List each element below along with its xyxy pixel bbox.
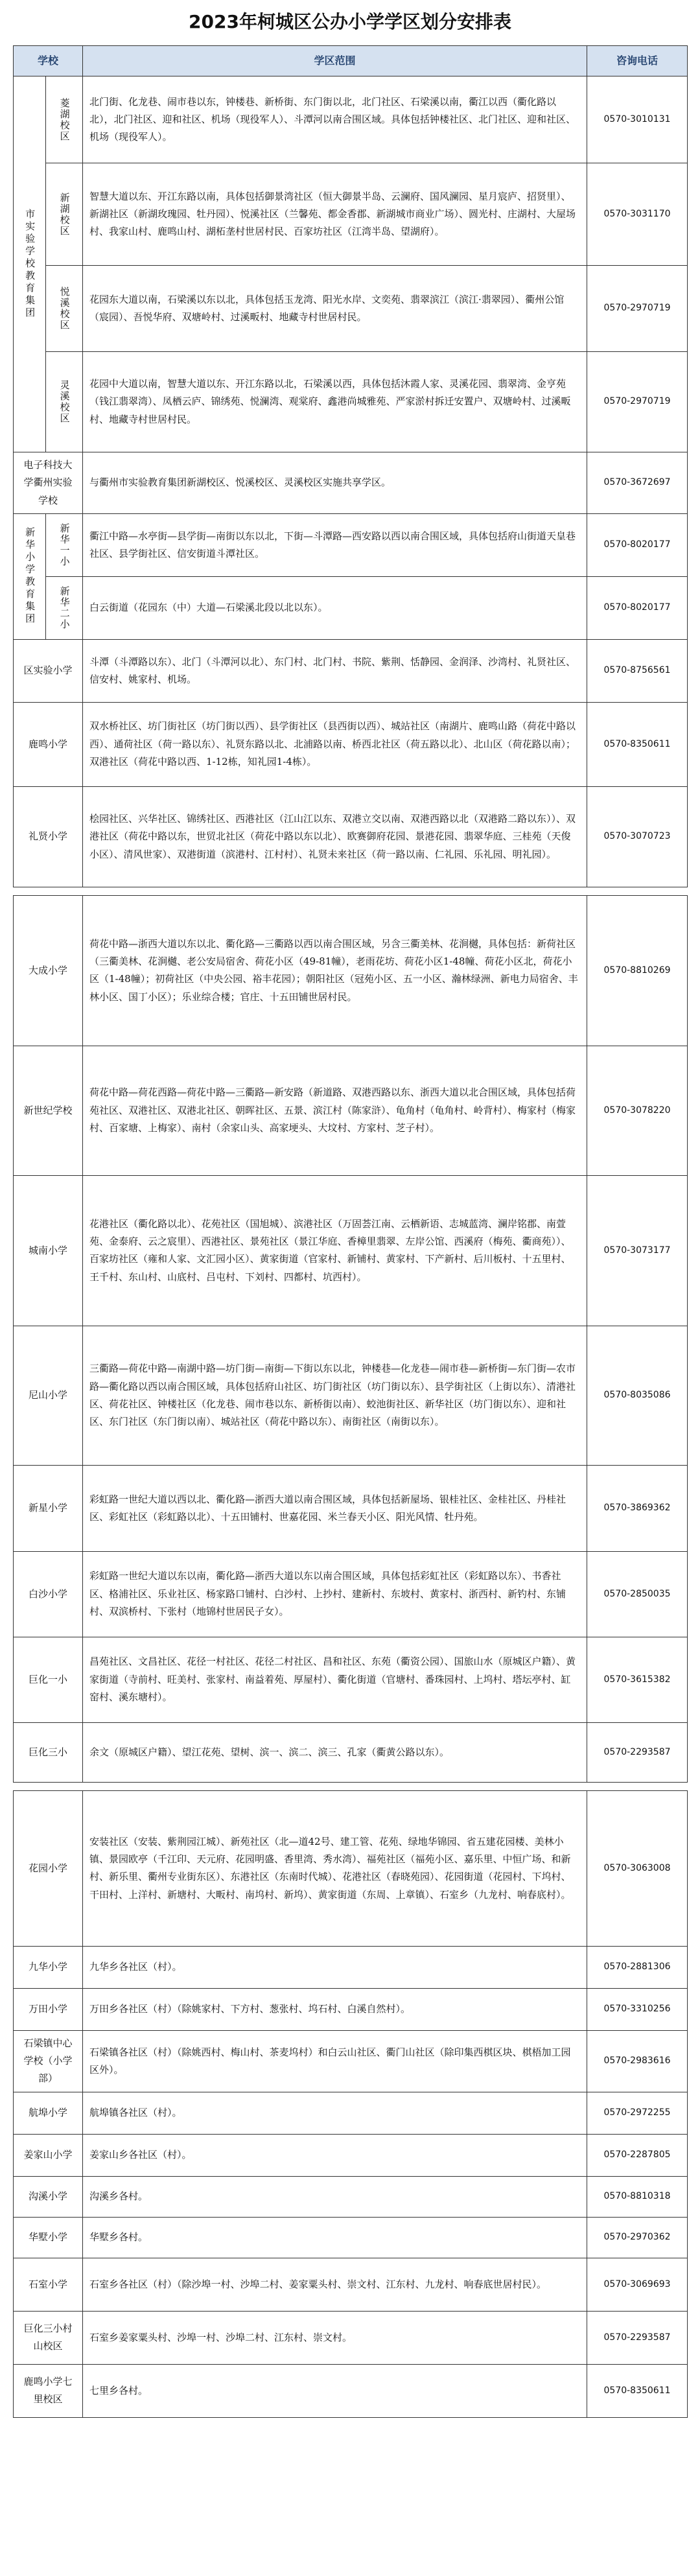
phone-number: 0570-3672697	[587, 452, 688, 514]
school-name: 菱湖校区	[46, 76, 83, 163]
district-area: 与衢州市实验教育集团新湖校区、悦溪校区、灵溪校区实施共享学区。	[83, 452, 587, 514]
district-area: 白云街道（花园东（中）大道—石梁溪北段以北以东）。	[83, 576, 587, 639]
table-row	[14, 1790, 688, 1946]
phone-number: 0570-2850035	[587, 1551, 688, 1637]
district-area: 花港社区（衢化路以北）、花苑社区（国旭城）、滨港社区（万固荟江南、云栖新语、志城蓝湾、澜岸铭郡、南萱苑、金泰府、云之宸里）、西港社区、景苑社区（景江华庭、香樟里翡翠、左岸公馆、西溪府（梅苑、衢商苑））、百家坊社区（雍和人家、文汇园小区）、黄家街道（官家村、新铺村、黄家村、下产新村、后川板村、十五里村、王千村、东山村、山底村、吕屯村、下刘村、四都村、坑西村）。	[83, 1175, 587, 1326]
table-row	[14, 2134, 688, 2176]
school-name: 华墅小学	[14, 2217, 83, 2258]
phone-number: 0570-8810269	[587, 895, 688, 1046]
district-area: 北门街、化龙巷、闹市巷以东，钟楼巷、新桥街、东门街以北，北门社区、石梁溪以南，衢江以西（衢化路以北），北门社区、迎和社区、机场（现役军人）、斗潭河以南合围区域。具体包括钟楼社区、北门社区、迎和社区、机场（现役军人）。	[83, 76, 587, 163]
phone-number: 0570-2972255	[587, 2092, 688, 2134]
table-row	[14, 163, 688, 266]
district-area: 石梁镇各社区（村）（除姚西村、梅山村、茶麦坞村）和白云山社区、衢门山社区（除印集西棋区块、棋梧加工园区外）。	[83, 2030, 587, 2092]
phone-number: 0570-3010131	[587, 76, 688, 163]
district-area: 九华乡各社区（村）。	[83, 1946, 587, 1988]
phone-number: 0570-3031170	[587, 163, 688, 266]
phone-number: 0570-3615382	[587, 1637, 688, 1722]
district-area: 七里乡各村。	[83, 2364, 587, 2417]
school-name: 沟溪小学	[14, 2176, 83, 2217]
table-row	[14, 1175, 688, 1326]
table-row	[14, 1988, 688, 2030]
phone-number: 0570-8350611	[587, 702, 688, 786]
school-name: 新湖校区	[46, 163, 83, 266]
phone-number: 0570-8350611	[587, 2364, 688, 2417]
school-name: 石室小学	[14, 2258, 83, 2311]
table-row	[14, 2176, 688, 2217]
table-row	[14, 2030, 688, 2092]
school-name: 姜家山小学	[14, 2134, 83, 2176]
school-name: 万田小学	[14, 1988, 83, 2030]
school-name: 新世纪学校	[14, 1046, 83, 1175]
school-name: 悦溪校区	[46, 266, 83, 352]
school-name: 新星小学	[14, 1465, 83, 1551]
district-area: 双水桥社区、坊门街社区（坊门街以西）、县学街社区（县西街以西）、城站社区（南湖片、鹿鸣山路（荷花中路以西）、通荷社区（荷一路以东）、礼贤东路以北、北浦路以南、桥西北社区（荷五路以北）、北山区（荷花路以南）；双港社区（荷花中路以西、1-12栋，知礼园1-4栋）。	[83, 702, 587, 786]
school-name: 九华小学	[14, 1946, 83, 1988]
phone-number: 0570-2881306	[587, 1946, 688, 1988]
phone-number: 0570-2983616	[587, 2030, 688, 2092]
school-name: 电子科技大学衢州实验学校	[14, 452, 83, 514]
table-row	[14, 1046, 688, 1175]
district-area: 安装社区（安装、紫荆园江城）、新苑社区（北—道42号、建工管、花苑、绿地华锦园、省五建花园楼、美林小镇、景园欧亭（千江印、天元府、花园明盛、香里湾、秀水湾）、福苑社区（福苑小区、嘉乐里、中恒广场、和新村、新乐里、衢州专业街东区）、东港社区（东南时代城）、花港社区（春晓苑园）、花园街道（花园村、下坞村、干田村、上洋村、新塘村、大畈村、南坞村、新坞）、黄家街道（东周、上章镇）、石室乡（九龙村、响春底村）。	[83, 1790, 587, 1946]
group-name: 市实验学校教育集团	[14, 76, 46, 452]
phone-number: 0570-8756561	[587, 639, 688, 702]
school-name: 尼山小学	[14, 1326, 83, 1465]
school-name: 航埠小学	[14, 2092, 83, 2134]
table-row	[14, 2217, 688, 2258]
table-row	[14, 1326, 688, 1465]
table-row	[14, 1722, 688, 1782]
school-district-table	[13, 45, 688, 2418]
school-name: 巨化一小	[14, 1637, 83, 1722]
district-area: 彩虹路一世纪大道以西以北、衢化路—浙西大道以南合围区域，具体包括新屋场、银桂社区、金桂社区、丹桂社区、彩虹社区（彩虹路以北）、十五田铺村、世嘉花园、米兰春天小区、阳光风情、牡丹苑。	[83, 1465, 587, 1551]
district-area: 花园东大道以南，石梁溪以东以北，具体包括玉龙湾、阳光水岸、文奕苑、翡翠滨江（滨江·翡翠园）、衢州公馆（宸园）、吾悦华府、双塘岭村、过溪畈村、地藏寺村世居村民。	[83, 266, 587, 352]
school-name: 区实验小学	[14, 639, 83, 702]
phone-number: 0570-8020177	[587, 513, 688, 576]
phone-number: 0570-2293587	[587, 2311, 688, 2364]
header-area: 学区范围	[83, 46, 587, 76]
phone-number: 0570-8035086	[587, 1326, 688, 1465]
table-row	[14, 2092, 688, 2134]
district-area: 花园中大道以南，智慧大道以东、开江东路以北，石梁溪以西，具体包括沐霞人家、灵溪花园、翡翠湾、金亨苑（钱江翡翠湾）、凤栖云庐、锦绣苑、悦澜湾、观棠府、鑫港尚城雅苑、严家淤村拆迁安置户、双塘岭村、过溪畈村、地藏寺村世居村民。	[83, 352, 587, 452]
district-area: 桧园社区、兴华社区、锦绣社区、西港社区（江山江以东、双港立交以南、双港西路以北（双港路二路以东））、双港社区（荷花中路以东，世贸北社区（荷花中路以东以北）、欧赛御府花园、景港花园、翡翠华庭、三桂苑（天俊小区）、清风世家）、双港街道（滨港村、江村村）、礼贤未来社区（荷一路以南、仁礼园、乐礼园、明礼园）。	[83, 786, 587, 887]
district-area: 三衢路—荷花中路—南湖中路—坊门街—南街—下街以东以北，钟楼巷—化龙巷—闹市巷—新桥街—东门街—农市路—衢化路以西以南合围区域，具体包括府山社区、坊门街社区（坊门街以东）、县学街社区（上街以东）、清港社区、荷花社区、钟楼社区（化龙巷、闹市巷以东、新桥街以南）、蛟池街社区、新华社区（坊门街以东）、迎和社区、东门社区（东门街以南）、城站社区（荷花中路以东）、南街社区（南街以东）。	[83, 1326, 587, 1465]
page-title: 2023年柯城区公办小学学区划分安排表	[189, 11, 511, 32]
district-area: 华墅乡各村。	[83, 2217, 587, 2258]
phone-number: 0570-2970719	[587, 266, 688, 352]
school-name: 城南小学	[14, 1175, 83, 1326]
district-area: 斗潭（斗潭路以东）、北门（斗潭河以北）、东门村、北门村、书院、紫荆、恬静园、金润泽、沙湾村、礼贤社区、信安村、姚家村、机场。	[83, 639, 587, 702]
district-area: 沟溪乡各村。	[83, 2176, 587, 2217]
district-area: 石室乡各社区（村）（除沙埠一村、沙埠二村、姜家粟头村、崇文村、江东村、九龙村、响春底世居村民）。	[83, 2258, 587, 2311]
school-name: 鹿鸣小学	[14, 702, 83, 786]
school-name: 大成小学	[14, 895, 83, 1046]
phone-number: 0570-3310256	[587, 1988, 688, 2030]
district-area: 姜家山乡各社区（村）。	[83, 2134, 587, 2176]
district-area: 彩虹路一世纪大道以东以南，衢化路—浙西大道以东以南合围区域，具体包括彩虹社区（彩虹路以东）、书香社区、格浦社区、乐业社区、杨家路口铺村、白沙村、上抄村、建新村、东坡村、黄家村、浙西村、新钓村、东铺村、双滨桥村、下张村（地锦村世居民子女）。	[83, 1551, 587, 1637]
table-row	[14, 2258, 688, 2311]
school-name: 鹿鸣小学七里校区	[14, 2364, 83, 2417]
table-header-row	[14, 46, 688, 76]
school-name: 新华一小	[46, 513, 83, 576]
phone-number: 0570-8020177	[587, 576, 688, 639]
section-gap	[14, 1782, 688, 1790]
district-area: 石室乡姜家粟头村、沙埠一村、沙埠二村、江东村、崇文村。	[83, 2311, 587, 2364]
table-row	[14, 2364, 688, 2417]
table-row	[14, 352, 688, 452]
phone-number: 0570-2970362	[587, 2217, 688, 2258]
table-row	[14, 786, 688, 887]
phone-number: 0570-8810318	[587, 2176, 688, 2217]
table-row	[14, 513, 688, 576]
school-name: 巨化三小村山校区	[14, 2311, 83, 2364]
group-name: 新华小学教育集团	[14, 513, 46, 639]
district-area: 智慧大道以东、开江东路以南，具体包括御景湾社区（恒大御景半岛、云澜府、国风澜园、星月宸庐、招贤里）、新湖社区（新湖玫瑰园、牡丹园）、悦溪社区（兰馨苑、都金香郡、新湖城市商业广场）、圆光村、庄湖村、大屋场村、我家山村、鹿鸣山村、湖柘垄村世居村民、百家坊社区（江湾半岛、望湖府）。	[83, 163, 587, 266]
school-name: 新华二小	[46, 576, 83, 639]
table-row	[14, 702, 688, 786]
table-row	[14, 895, 688, 1046]
header-phone: 咨询电话	[587, 46, 688, 76]
section-gap	[14, 887, 688, 895]
district-area: 昌苑社区、文昌社区、花径一村社区、花径二村社区、昌和社区、东苑（衢资公园）、国旅山水（原城区户籍）、黄家街道（寺前村、旺美村、张家村、南益着苑、厚屋村）、衢化街道（官塘村、番珠园村、上坞村、塔坛亭村、缸窑村、溪东塘村）。	[83, 1637, 587, 1722]
table-row	[14, 1551, 688, 1637]
table-row	[14, 1946, 688, 1988]
header-school: 学校	[14, 46, 83, 76]
phone-number: 0570-2970719	[587, 352, 688, 452]
school-name: 巨化三小	[14, 1722, 83, 1782]
table-row	[14, 76, 688, 163]
school-name: 花园小学	[14, 1790, 83, 1946]
district-area: 荷花中路—荷花西路—荷花中路—三衢路—新安路（新道路、双港西路以东、浙西大道以北合围区域，具体包括荷苑社区、双港社区、双港北社区、朝晖社区、五景、滨江村（陈家浒）、龟角村（龟角村、岭背村）、梅家村（梅家村、百家塘、上梅家）、南村（余家山头、高家埂头、大坟村、方家村、芝子村）。	[83, 1046, 587, 1175]
phone-number: 0570-3869362	[587, 1465, 688, 1551]
table-row	[14, 452, 688, 514]
phone-number: 0570-3078220	[587, 1046, 688, 1175]
table-row	[14, 266, 688, 352]
phone-number: 0570-3073177	[587, 1175, 688, 1326]
phone-number: 0570-2287805	[587, 2134, 688, 2176]
phone-number: 0570-3063008	[587, 1790, 688, 1946]
school-name: 礼贤小学	[14, 786, 83, 887]
school-name: 白沙小学	[14, 1551, 83, 1637]
district-area: 衢江中路—水亭街—县学街—南街以东以北，下街—斗潭路—西安路以西以南合围区域，具体包括府山街道天皇巷社区、县学街社区、信安街道斗潭社区。	[83, 513, 587, 576]
phone-number: 0570-2293587	[587, 1722, 688, 1782]
phone-number: 0570-3069693	[587, 2258, 688, 2311]
table-row	[14, 1465, 688, 1551]
table-row	[14, 2311, 688, 2364]
district-area: 荷花中路—浙西大道以东以北、衢化路—三衢路以西以南合围区域，另含三衢美林、花涧樾，具体包括：新荷社区（三衢美林、花涧樾、老公安局宿舍、荷花小区（49-81幢），老雨花坊、荷花小区1-48幢、荷花小区北，荷花小区（1-48幢）；初荷社区（中央公园、裕丰花园）；朝阳社区（冠苑小区、五一小区、瀚林绿洲、新电力局宿舍、丰林小区、国丁小区）；乐业综合楼；官庄、十五田铺世居村民。	[83, 895, 587, 1046]
district-area: 万田乡各社区（村）（除姚家村、下方村、葱张村、坞石村、白溪自然村）。	[83, 1988, 587, 2030]
district-area: 航埠镇各社区（村）。	[83, 2092, 587, 2134]
district-area: 余文（原城区户籍）、望江花苑、望树、滨一、滨二、滨三、孔家（衢黄公路以东）。	[83, 1722, 587, 1782]
table-row	[14, 639, 688, 702]
school-name: 石梁镇中心学校（小学部）	[14, 2030, 83, 2092]
table-row	[14, 1637, 688, 1722]
phone-number: 0570-3070723	[587, 786, 688, 887]
school-name: 灵溪校区	[46, 352, 83, 452]
table-row	[14, 576, 688, 639]
